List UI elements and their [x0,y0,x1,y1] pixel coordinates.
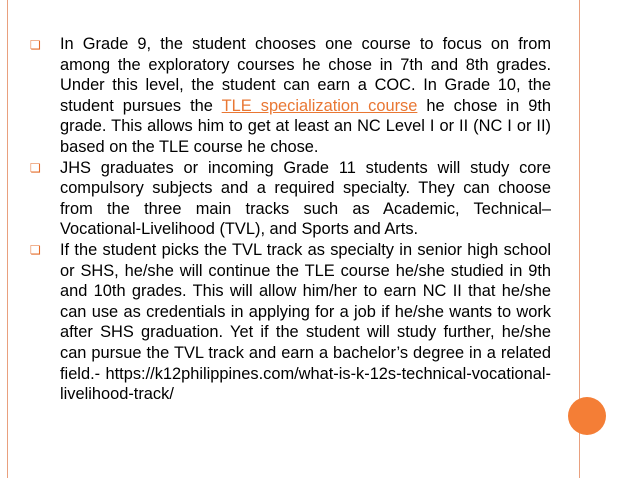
bullet-item [30,34,551,158]
bullet-text: JHS graduates or incoming Grade 11 students will study core compulsory subjects and a required specialty. They can choose from the three main tracks such as Academic, Technical–Vocational-Livelihood (TVL), and Sports and Arts. [60,158,551,239]
bullet-item [30,158,551,240]
checkbox-bullet-icon: ❏ [30,243,41,258]
bullet-text: If the student picks the TVL track as specialty in senior high school or SHS, he/she will continue the TLE course he/she studied in 9th and 10th grades. This will allow him/her to earn NC II that he/she can use as credentials in applying for a job if he/she wants to work after SHS graduation. Yet if the student will study further, he/she can pursue the TVL track and earn a bachelor’s degree in a related field.- https://k12philippines.com/what-is-k-12s-technical-vocational-livelihood-track/ [60,240,551,404]
bullet-list [30,34,551,405]
checkbox-bullet-icon: ❏ [30,161,41,176]
bullet-text: In Grade 9, the student chooses one course to focus on from among the exploratory courses he chose in 7th and 8th grades. Under this level, the student can earn a COC. In Grade 10, the student pursues the TLE specialization course he chose in 9th grade. This allows him to get at least an NC Level I or II (NC I or II) based on the TLE course he chose. [60,35,551,156]
accent-circle [568,397,606,435]
left-border-line [7,0,8,478]
bullet-item [30,240,551,405]
checkbox-bullet-icon: ❏ [30,37,41,52]
tle-specialization-link[interactable]: TLE specialization course [221,96,418,115]
